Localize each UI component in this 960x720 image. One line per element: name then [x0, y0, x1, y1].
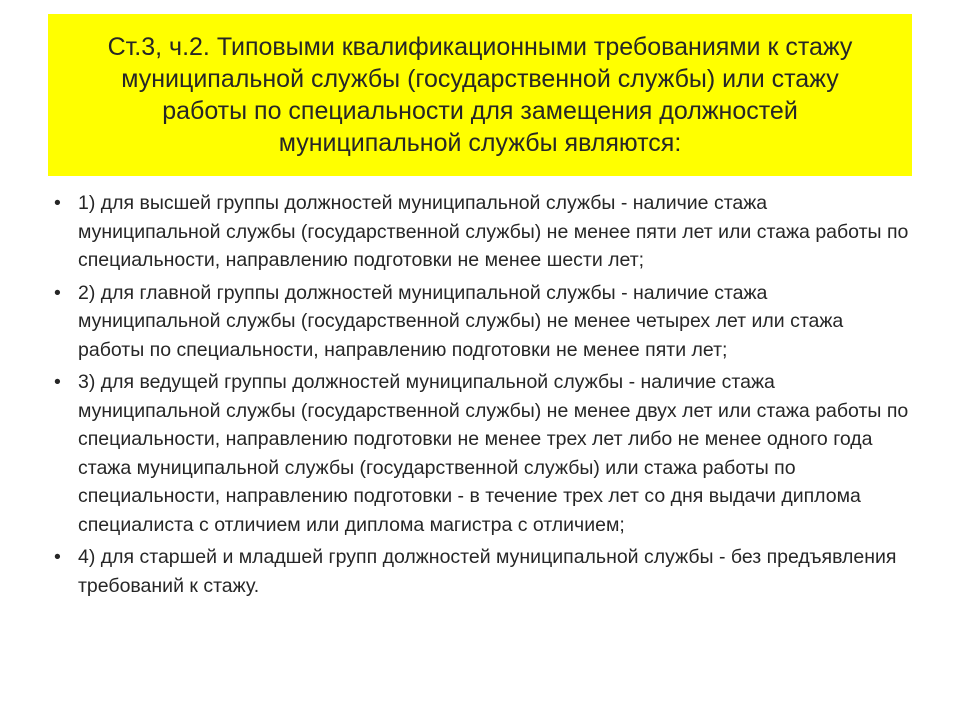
list-item — [52, 279, 912, 365]
list-item — [52, 189, 912, 275]
requirements-list — [52, 189, 912, 604]
list-item-text: 4) для старшей и младшей групп должностей муниципальной службы - без предъявления требований к стажу. — [78, 546, 897, 597]
bullet-icon: • — [54, 281, 61, 304]
list-item-text: 2) для главной группы должностей муниципальной службы - наличие стажа муниципальной службы (государственной службы) не менее четырех лет или стажа работы по специальности, направлению подготовки не менее пяти лет; — [78, 281, 844, 361]
title-banner — [48, 14, 912, 176]
slide-title: Ст.3, ч.2. Типовыми квалификационными требованиями к стажу муниципальной службы (государственной службы) или стажу работы по специальности для замещения должностей муниципальной службы являются: — [107, 33, 853, 157]
bullet-icon: • — [54, 192, 61, 214]
bullet-icon: • — [54, 546, 61, 568]
list-item — [52, 543, 912, 600]
bullet-icon: • — [54, 371, 61, 393]
list-item-text: 3) для ведущей группы должностей муниципальной службы - наличие стажа муниципальной службы (государственной службы) не менее двух лет или стажа работы по специальности, направлению подготовки не менее трех лет либо не менее одного года стажа муниципальной службы (государственной службы) или стажа работы по специальности, направлению подготовки - в течение трех лет со дня выдачи диплома специалиста с отличием или диплома магистра с отличием; — [78, 371, 909, 536]
list-item-text: 1) для высшей группы должностей муниципальной службы - наличие стажа муниципальной службы (государственной службы) не менее пяти лет или стажа работы по специальности, направлению подготовки не менее шести лет; — [78, 192, 909, 271]
list-item — [52, 368, 912, 539]
